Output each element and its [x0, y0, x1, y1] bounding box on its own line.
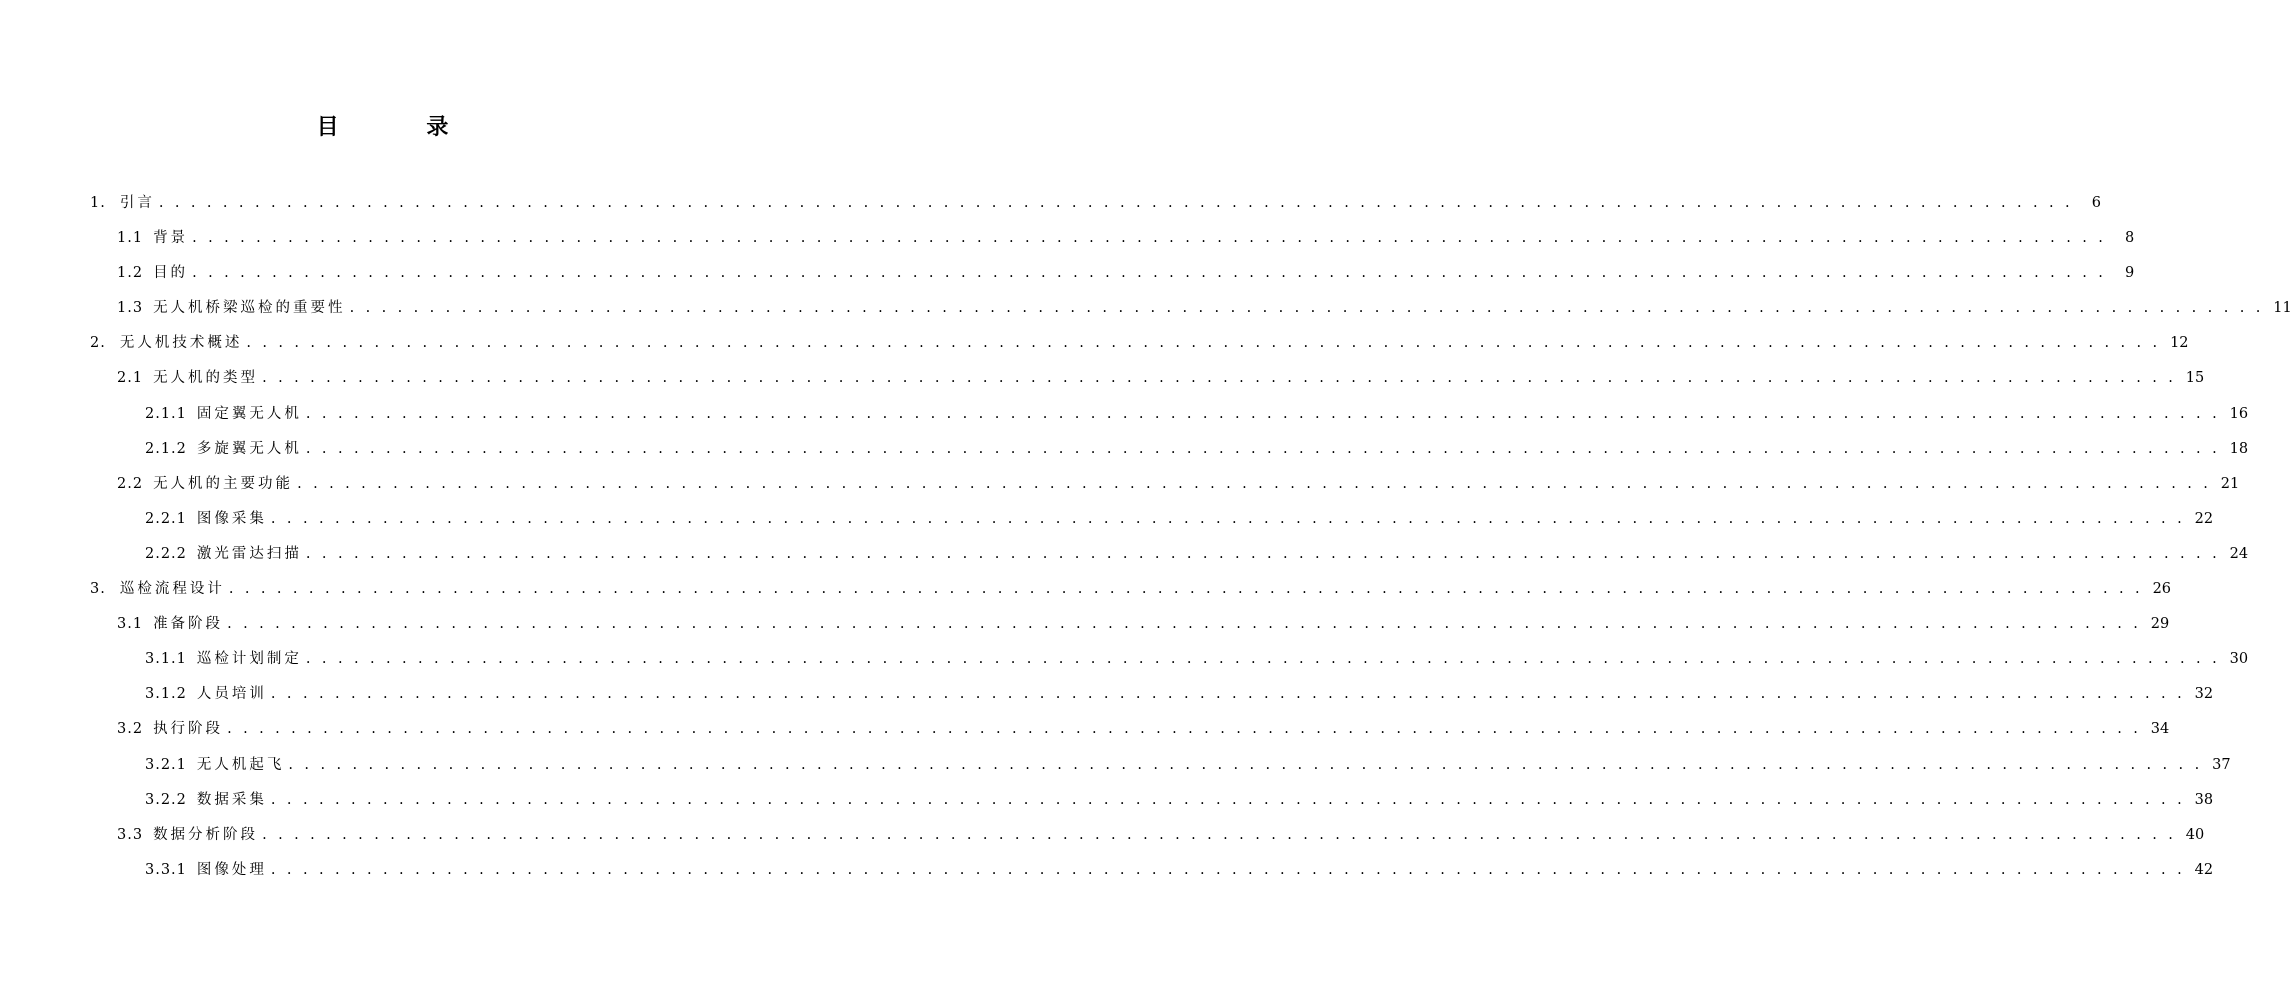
dot-leader: . . . . . . . . . . . . . . . . . . . . . . . . . . . . . . . . . . . . . . . . . . . . . . . . . . . . . . . . . . . . . . . . . . . . . . . . . . . . . . . . . . . . . . . . . . . . . . . . . . . . . . . . . . . . . . . . . . . . . . . . — [270, 510, 2186, 527]
toc-entry-number: 1.1 — [117, 230, 144, 247]
toc-page-number: 9 — [2125, 265, 2135, 282]
toc-entry-label: 巡检计划制定 — [196, 651, 302, 668]
toc-page-number: 37 — [2212, 756, 2231, 773]
dot-leader: . . . . . . . . . . . . . . . . . . . . . . . . . . . . . . . . . . . . . . . . . . . . . . . . . . . . . . . . . . . . . . . . . . . . . . . . . . . . . . . . . . . . . . . . . . . . . . . . . . . . . . . . . . . . . . . . . . . . . . . . — [270, 791, 2186, 808]
toc-entry-label: 人员培训 — [196, 686, 267, 703]
toc-entry[interactable] — [0, 572, 2172, 607]
toc-page-number: 32 — [2194, 686, 2214, 703]
toc-page-number: 40 — [2185, 826, 2205, 843]
toc-entry-label: 数据采集 — [196, 791, 267, 808]
toc-entry[interactable] — [0, 256, 2135, 291]
toc-entry-number: 2.1 — [117, 370, 144, 387]
toc-entry-number: 2.2.2 — [145, 545, 187, 562]
toc-entry-label: 无人机桥梁巡检的重要性 — [153, 300, 346, 317]
toc-entry-number: 3.1 — [117, 616, 144, 633]
toc-page-number: 21 — [2220, 475, 2240, 492]
dot-leader: . . . . . . . . . . . . . . . . . . . . . . . . . . . . . . . . . . . . . . . . . . . . . . . . . . . . . . . . . . . . . . . . . . . . . . . . . . . . . . . . . . . . . . . . . . . . . . . . . . . . . . . . . . . . . . . . . . . . . . . . — [227, 721, 2142, 738]
toc-page-number: 38 — [2194, 791, 2214, 808]
toc-title: 目 录 — [316, 115, 489, 140]
toc-entry-number: 3.3.1 — [145, 861, 187, 878]
dot-leader: . . . . . . . . . . . . . . . . . . . . . . . . . . . . . . . . . . . . . . . . . . . . . . . . . . . . . . . . . . . . . . . . . . . . . . . . . . . . . . . . . . . . . . . . . . . . . . . . . . . . . . . . . . . . . . . . . . . . . . . . — [297, 475, 2212, 492]
toc-entry-label: 目的 — [153, 265, 189, 282]
toc-entry-label: 准备阶段 — [153, 616, 224, 633]
toc-page-number: 18 — [2229, 440, 2249, 457]
dot-leader: . . . . . . . . . . . . . . . . . . . . . . . . . . . . . . . . . . . . . . . . . . . . . . . . . . . . . . . . . . . . . . . . . . . . . . . . . . . . . . . . . . . . . . . . . . . . . . . . . . . . . . . . . . . . . . . . . . . . . . . . — [305, 440, 2221, 457]
toc-entry-number: 1.3 — [117, 300, 144, 317]
toc-entry[interactable] — [0, 221, 2135, 256]
toc-page-number: 30 — [2229, 651, 2249, 668]
toc-entry-number: 2.2.1 — [145, 510, 187, 527]
toc-entry-label: 多旋翼无人机 — [196, 440, 302, 457]
toc-entry-label: 图像处理 — [196, 861, 267, 878]
toc-entry[interactable] — [0, 642, 2249, 677]
toc-entry[interactable] — [0, 607, 2170, 642]
toc-page-number: 11 — [2273, 300, 2292, 317]
toc-page-number: 15 — [2185, 370, 2205, 387]
dot-leader: . . . . . . . . . . . . . . . . . . . . . . . . . . . . . . . . . . . . . . . . . . . . . . . . . . . . . . . . . . . . . . . . . . . . . . . . . . . . . . . . . . . . . . . . . . . . . . . . . . . . . . . . . . . . . . . . . . . . . . . . — [288, 756, 2203, 773]
toc-list — [0, 186, 2292, 888]
toc-entry[interactable] — [0, 326, 2189, 361]
toc-entry[interactable] — [0, 502, 2214, 537]
dot-leader: . . . . . . . . . . . . . . . . . . . . . . . . . . . . . . . . . . . . . . . . . . . . . . . . . . . . . . . . . . . . . . . . . . . . . . . . . . . . . . . . . . . . . . . . . . . . . . . . . . . . . . . . . . . . . . . . . . . . . . . . — [305, 405, 2221, 422]
toc-entry[interactable] — [0, 818, 2205, 853]
dot-leader: . . . . . . . . . . . . . . . . . . . . . . . . . . . . . . . . . . . . . . . . . . . . . . . . . . . . . . . . . . . . . . . . . . . . . . . . . . . . . . . . . . . . . . . . . . . . . . . . . . . . . . . . . . . . . . . . . . . . . . . . — [305, 545, 2221, 562]
toc-entry-label: 固定翼无人机 — [196, 405, 302, 422]
toc-entry[interactable] — [0, 853, 2214, 888]
dot-leader: . . . . . . . . . . . . . . . . . . . . . . . . . . . . . . . . . . . . . . . . . . . . . . . . . . . . . . . . . . . . . . . . . . . . . . . . . . . . . . . . . . . . . . . . . . . . . . . . . . . . . . . . . . . . . . . . . . . . . . . . — [192, 265, 2107, 282]
toc-entry-number: 2.1.1 — [145, 405, 187, 422]
dot-leader: . . . . . . . . . . . . . . . . . . . . . . . . . . . . . . . . . . . . . . . . . . . . . . . . . . . . . . . . . . . . . . . . . . . . . . . . . . . . . . . . . . . . . . . . . . . . . . . . . . . . . . . . . . . . . . . . . . . . . . . . — [246, 335, 2161, 352]
toc-entry-label: 图像采集 — [196, 510, 267, 527]
toc-page-number: 16 — [2229, 405, 2249, 422]
toc-entry[interactable] — [0, 677, 2214, 712]
dot-leader: . . . . . . . . . . . . . . . . . . . . . . . . . . . . . . . . . . . . . . . . . . . . . . . . . . . . . . . . . . . . . . . . . . . . . . . . . . . . . . . . . . . . . . . . . . . . . . . . . . . . . . . . . . . . . . . . . . . . . . . . — [305, 651, 2221, 668]
toc-page-number: 26 — [2152, 581, 2172, 598]
toc-page-number: 34 — [2150, 721, 2170, 738]
dot-leader: . . . . . . . . . . . . . . . . . . . . . . . . . . . . . . . . . . . . . . . . . . . . . . . . . . . . . . . . . . . . . . . . . . . . . . . . . . . . . . . . . . . . . . . . . . . . . . . . . . . . . . . . . . . . . . . . . . . . . . . . — [270, 861, 2186, 878]
toc-entry-number: 2. — [90, 335, 106, 352]
dot-leader: . . . . . . . . . . . . . . . . . . . . . . . . . . . . . . . . . . . . . . . . . . . . . . . . . . . . . . . . . . . . . . . . . . . . . . . . . . . . . . . . . . . . . . . . . . . . . . . . . . . . . . . . . . . . . . . . . . . . . . . . — [227, 616, 2142, 633]
toc-entry[interactable] — [0, 712, 2170, 747]
toc-entry-label: 执行阶段 — [153, 721, 224, 738]
toc-entry-number: 1.2 — [117, 265, 144, 282]
toc-entry[interactable] — [0, 361, 2205, 396]
toc-page-number: 42 — [2194, 861, 2214, 878]
toc-page-number: 8 — [2125, 230, 2135, 247]
toc-page-number: 12 — [2170, 335, 2189, 352]
toc-entry[interactable] — [0, 467, 2240, 502]
dot-leader: . . . . . . . . . . . . . . . . . . . . . . . . . . . . . . . . . . . . . . . . . . . . . . . . . . . . . . . . . . . . . . . . . . . . . . . . . . . . . . . . . . . . . . . . . . . . . . . . . . . . . . . . . . . . . . . . . . . . . . . . — [158, 195, 2074, 211]
dot-leader: . . . . . . . . . . . . . . . . . . . . . . . . . . . . . . . . . . . . . . . . . . . . . . . . . . . . . . . . . . . . . . . . . . . . . . . . . . . . . . . . . . . . . . . . . . . . . . . . . . . . . . . . . . . . . . . . . . . . . . . . — [228, 581, 2144, 598]
toc-entry-label: 无人机起飞 — [196, 756, 285, 773]
dot-leader: . . . . . . . . . . . . . . . . . . . . . . . . . . . . . . . . . . . . . . . . . . . . . . . . . . . . . . . . . . . . . . . . . . . . . . . . . . . . . . . . . . . . . . . . . . . . . . . . . . . . . . . . . . . . . . . . . . . . . . . . — [270, 686, 2186, 703]
toc-entry-number: 2.1.2 — [145, 440, 187, 457]
dot-leader: . . . . . . . . . . . . . . . . . . . . . . . . . . . . . . . . . . . . . . . . . . . . . . . . . . . . . . . . . . . . . . . . . . . . . . . . . . . . . . . . . . . . . . . . . . . . . . . . . . . . . . . . . . . . . . . . . . . . . . . . — [262, 826, 2177, 843]
dot-leader: . . . . . . . . . . . . . . . . . . . . . . . . . . . . . . . . . . . . . . . . . . . . . . . . . . . . . . . . . . . . . . . . . . . . . . . . . . . . . . . . . . . . . . . . . . . . . . . . . . . . . . . . . . . . . . . . . . . . . . . . — [349, 300, 2264, 317]
toc-entry-number: 3.1.1 — [145, 651, 187, 668]
toc-entry[interactable] — [0, 186, 2102, 221]
toc-entry[interactable] — [0, 432, 2249, 467]
toc-entry-number: 3.1.2 — [145, 686, 187, 703]
toc-entry[interactable] — [0, 397, 2249, 432]
toc-entry[interactable] — [0, 783, 2214, 818]
toc-entry-label: 背景 — [153, 230, 189, 247]
toc-page-number: 22 — [2194, 510, 2214, 527]
toc-entry-number: 2.2 — [117, 475, 144, 492]
toc-entry[interactable] — [0, 291, 2292, 326]
dot-leader: . . . . . . . . . . . . . . . . . . . . . . . . . . . . . . . . . . . . . . . . . . . . . . . . . . . . . . . . . . . . . . . . . . . . . . . . . . . . . . . . . . . . . . . . . . . . . . . . . . . . . . . . . . . . . . . . . . . . . . . . — [192, 230, 2107, 247]
toc-entry-number: 3.3 — [117, 826, 144, 843]
toc-entry-number: 3.2 — [117, 721, 144, 738]
toc-entry-number: 1. — [90, 195, 106, 211]
toc-page-number: 24 — [2229, 545, 2249, 562]
toc-entry-label: 数据分析阶段 — [153, 826, 259, 843]
toc-page-number: 29 — [2150, 616, 2170, 633]
toc-page-number: 6 — [2091, 195, 2102, 211]
toc-entry-label: 引言 — [119, 195, 155, 211]
toc-entry-label: 巡检流程设计 — [119, 581, 225, 598]
toc-entry[interactable] — [0, 748, 2231, 783]
toc-entry[interactable] — [0, 537, 2249, 572]
toc-entry-number: 3.2.2 — [145, 791, 187, 808]
toc-entry-label: 无人机技术概述 — [119, 335, 243, 352]
dot-leader: . . . . . . . . . . . . . . . . . . . . . . . . . . . . . . . . . . . . . . . . . . . . . . . . . . . . . . . . . . . . . . . . . . . . . . . . . . . . . . . . . . . . . . . . . . . . . . . . . . . . . . . . . . . . . . . . . . . . . . . . — [262, 370, 2177, 387]
toc-entry-number: 3. — [90, 581, 106, 598]
toc-entry-label: 无人机的类型 — [153, 370, 259, 387]
toc-entry-label: 无人机的主要功能 — [153, 475, 294, 492]
toc-entry-number: 3.2.1 — [145, 756, 187, 773]
toc-entry-label: 激光雷达扫描 — [196, 545, 302, 562]
